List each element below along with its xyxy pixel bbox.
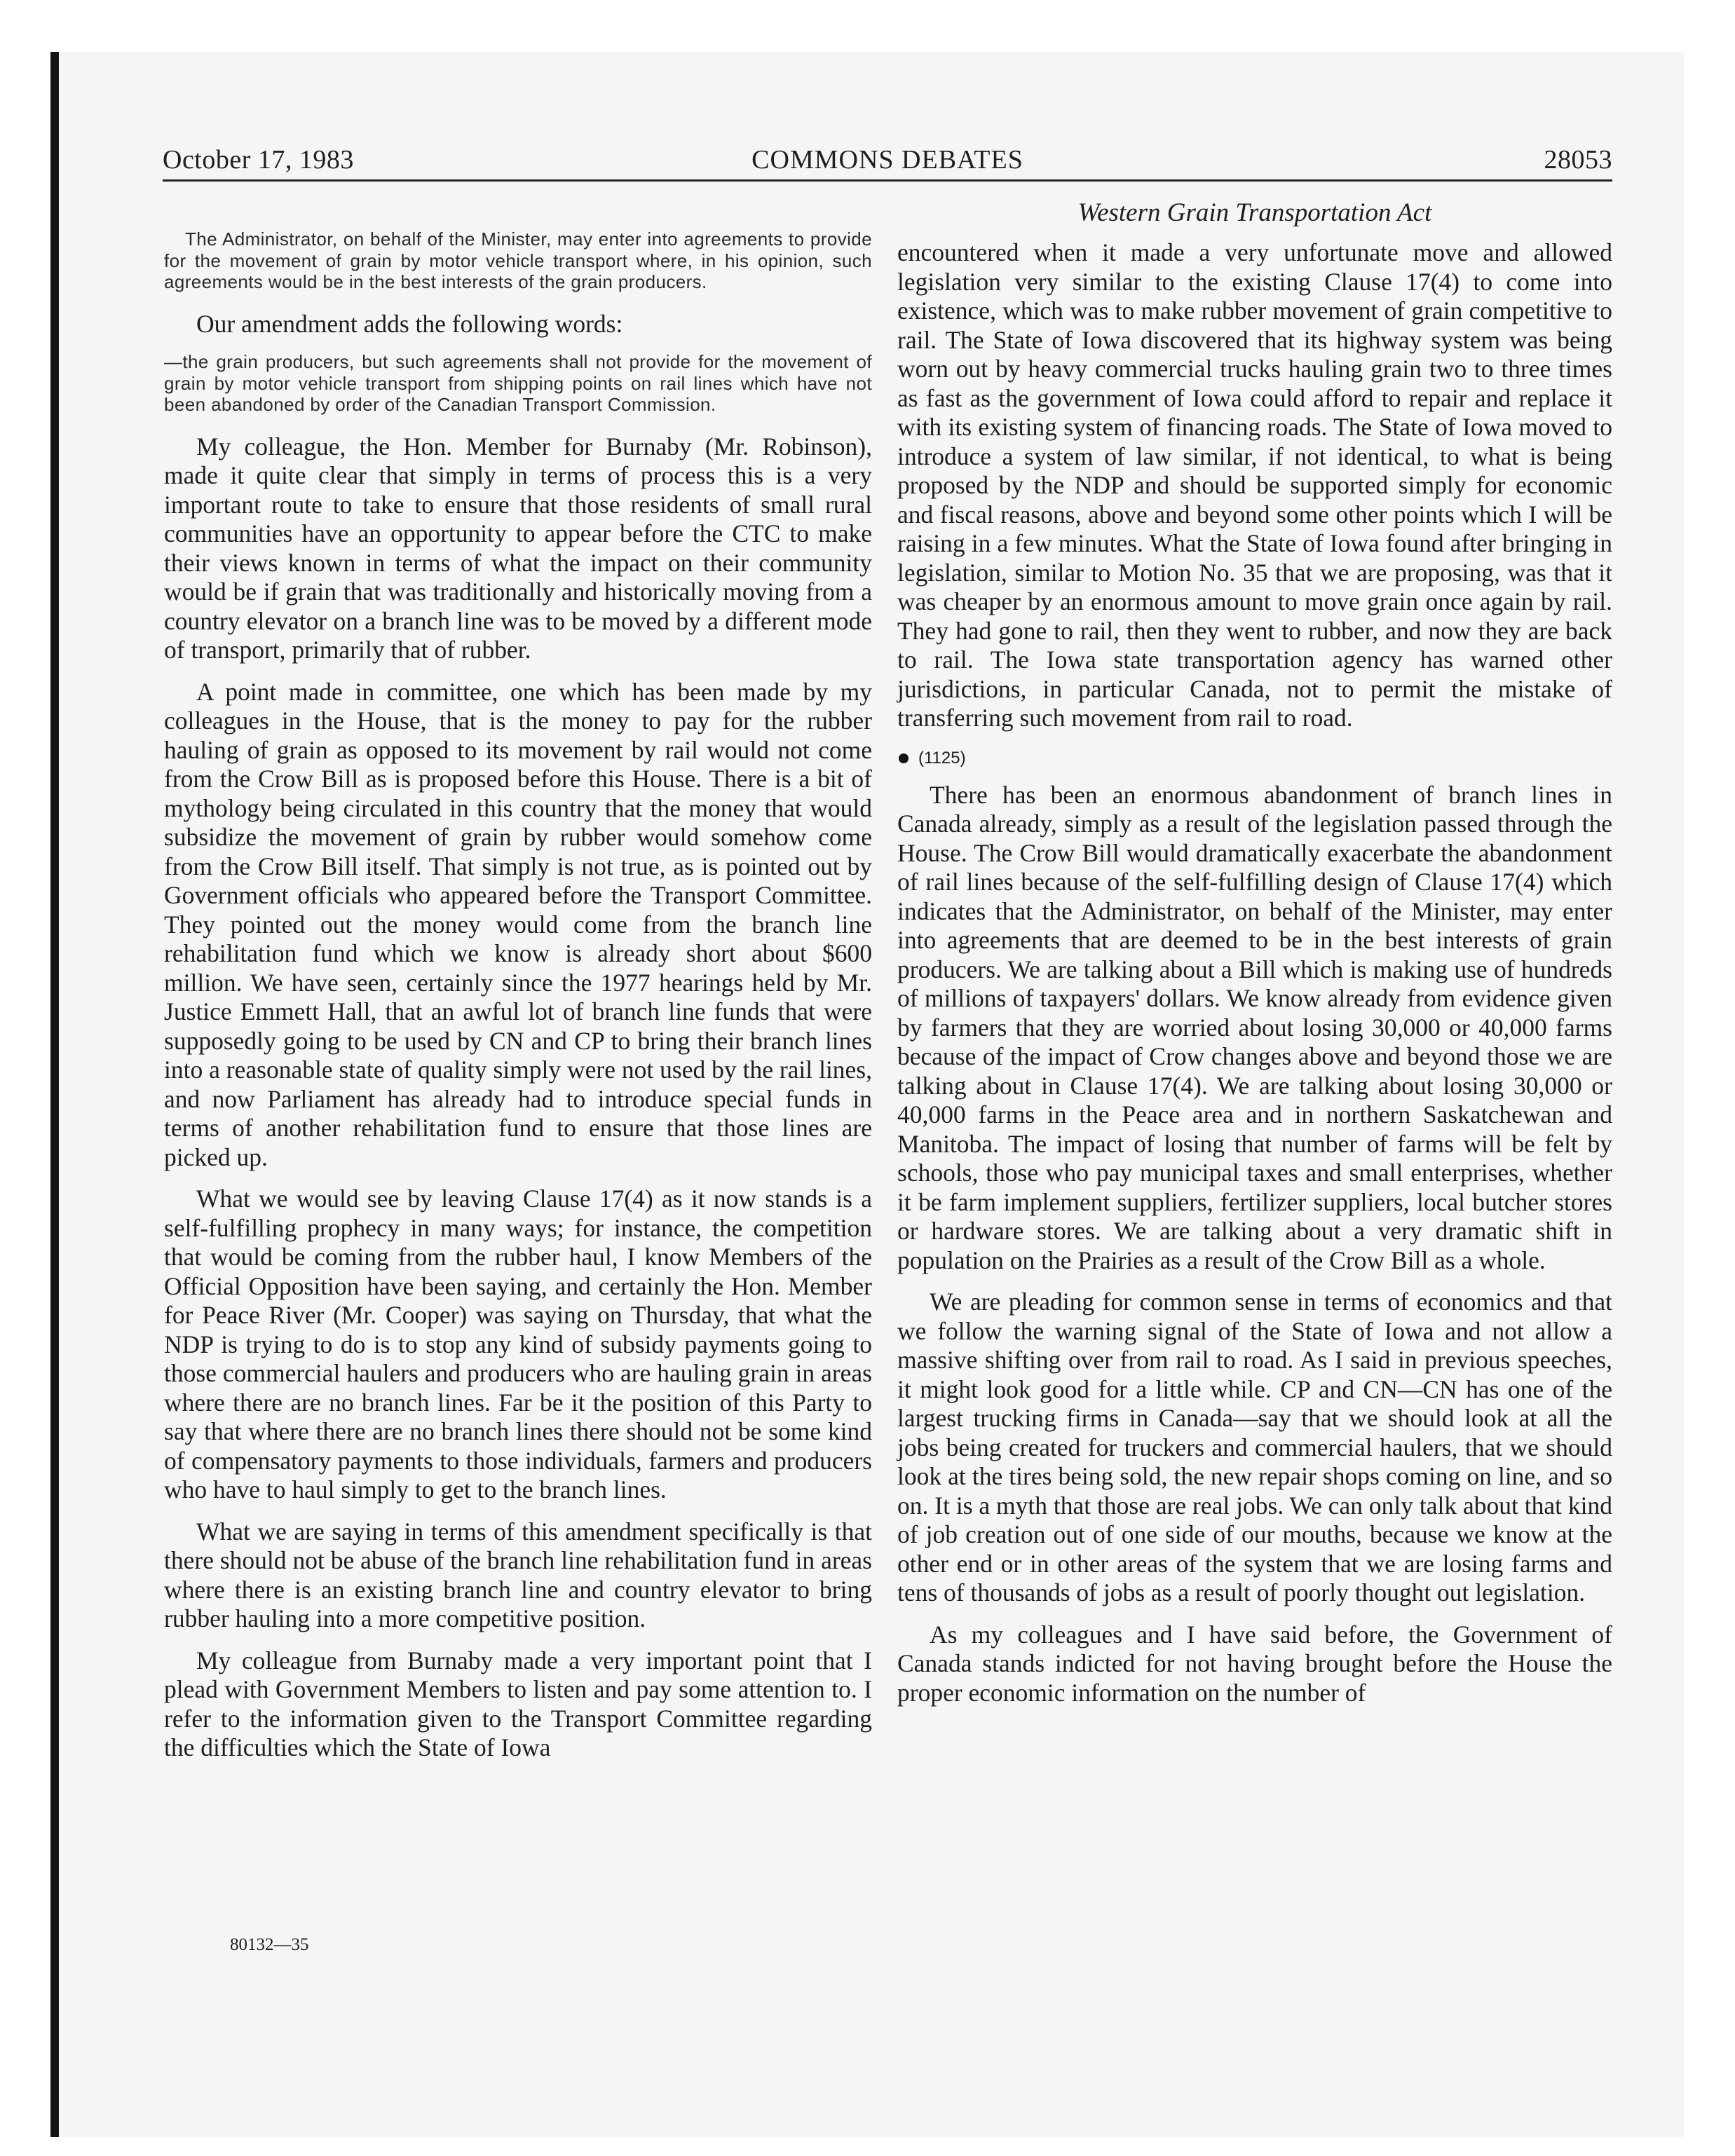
binding-edge [50,52,59,2137]
continued-paragraph: encountered when it made a very unfortunate move and allowed legislation very similar to the existing Clause 17(4) to come into existence, which was to make rubber movement of grain competitive to rail. The State of Iowa discovered that its highway system was being worn out by heavy commercial trucks hauling grain two to three times as fast as the government of Iowa could afford to repair and replace it with its existing system of financing roads. The State of Iowa moved to introduce a system of law similar, if not identical, to what is being proposed by the NDP and should be supported simply for economic and fiscal reasons, above and beyond some other points which I will be raising in a few minutes. What the State of Iowa found after bringing in legislation, similar to Motion No. 35 that we are proposing, was that it was cheaper by an enormous amount to move grain once again by rail. They had gone to rail, then they went to rubber, and now they are back to rail. The Iowa state transportation agency has warned other jurisdictions, in particular Canada, not to permit the mistake of transferring such movement from rail to road. [897,238,1612,732]
quoted-amendment: —the grain producers, but such agreements shall not provide for the movement of grain by motor vehicle transport from shipping points on rail lines which have not been abandoned by order of the Canadian Transport Commission. [164,351,872,415]
paragraph: There has been an enormous abandonment of branch lines in Canada already, simply as a result of the legislation passed through the House. The Crow Bill would dramatically exacerbate the abandonment of rail lines because of the self-fulfilling design of Clause 17(4) which indicates that the Administrator, on behalf of the Minister, may enter into agreements that are deemed to be in the best interests of grain producers. We are talking about a Bill which is making use of hundreds of millions of taxpayers' dollars. We know already from evidence given by farmers that they are worried about losing 30,000 or 40,000 farms because of the impact of Crow changes above and beyond those we are talking about in Clause 17(4). We are talking about losing 30,000 or 40,000 farms in the Peace area and in northern Saskatchewan and Manitoba. The impact of losing that number of farms will be felt by schools, those who pay municipal taxes and small enterprises, whether it be farm implement suppliers, fertilizer suppliers, local butcher stores or hardware stores. We are talking about a very dramatic shift in population on the Prairies as a result of the Crow Bill as a whole. [897,780,1612,1274]
bullet-icon [899,753,909,763]
paragraph: My colleague, the Hon. Member for Burnaby (Mr. Robinson), made it quite clear that simply in terms of process this is a very important route to take to ensure that those residents of small rural communities have an opportunity to appear before the CTC to make their views known in terms of what the impact on their community would be if grain that was traditionally and historically moving from a country elevator on a branch line was to be moved by a different mode of transport, primarily that of rubber. [164,432,872,664]
header-rule [163,179,1612,182]
quoted-clause: The Administrator, on behalf of the Minister, may enter into agreements to provide for the movement of grain by motor vehicle transport where, in his opinion, such agreements would be in the best interests of the grain producers. [164,228,872,292]
left-column [164,228,872,1763]
header-page-number: 28053 [1544,145,1612,175]
timestamp-marker [899,746,1612,771]
timestamp-text: (1125) [918,748,966,767]
footer-code: 80132—35 [230,1935,309,1954]
running-head: Western Grain Transportation Act [1077,198,1432,227]
paragraph: A point made in committee, one which has been made by my colleagues in the House, that is the money to pay for the rubber hauling of grain as opposed to its movement by rail would not come from the Crow Bill as is proposed before this House. There is a bit of mythology being circulated in this country that the money that would subsidize the movement of grain by rubber would somehow come from the Crow Bill itself. That simply is not true, as is pointed out by Government officials who appeared before the Transport Committee. They pointed out the money would come from the branch line rehabilitation fund which we know is already short about $600 million. We have seen, certainly since the 1977 hearings held by Mr. Justice Emmett Hall, that an awful lot of branch line funds that were supposedly going to be used by CN and CP to bring their branch lines into a reasonable state of quality simply were not used by the rail lines, and now Parliament has already had to introduce special funds in terms of another rehabilitation fund to ensure that those lines are picked up. [164,677,872,1171]
amendment-intro: Our amendment adds the following words: [196,309,623,338]
paragraph: We are pleading for common sense in terms of economics and that we follow the warning signal of the State of Iowa and not allow a massive shifting over from rail to road. As I said in previous speeches, it might look good for a little while. CP and CN—CN has one of the largest trucking firms in Canada—say that we should look at all the jobs being created for truckers and commercial haulers, that we should look at the tires being sold, the new repair shops coming on line, and so on. It is a myth that those are real jobs. We can only talk about that kind of job creation out of one side of our mouths, because we know at the other end or in other areas of the system that we are losing farms and tens of thousands of jobs as a result of poorly thought out legislation. [897,1288,1612,1606]
page-header [163,142,1612,178]
paragraph: What we are saying in terms of this amendment specifically is that there should not be abuse of the branch line rehabilitation fund in areas where there is an existing branch line and country elevator to bring rubber hauling into a more competitive position. [164,1517,872,1632]
header-title: COMMONS DEBATES [751,145,1023,175]
header-date: October 17, 1983 [163,145,354,175]
paragraph: What we would see by leaving Clause 17(4) as it now stands is a self-fulfilling prophecy in many ways; for instance, the competition that would be coming from the rubber haul, I know Members of the Official Opposition have been saying, and certainly the Hon. Member for Peace River (Mr. Cooper) was saying on Thursday, that what the NDP is trying to do is to stop any kind of subsidy payments going to those commercial haulers and producers who are hauling grain in areas where there are no branch lines. Far be it the position of this Party to say that where there are no branch lines there should not be some kind of compensatory payments to those individuals, farmers and producers who have to haul simply to get to the branch lines. [164,1185,872,1503]
paragraph: My colleague from Burnaby made a very important point that I plead with Government Members to listen and pay some attention to. I refer to the information given to the Transport Committee regarding the difficulties which the State of Iowa [164,1646,872,1761]
paragraph: As my colleagues and I have said before, the Government of Canada stands indicted for not having brought before the House the proper economic information on the number of [897,1620,1612,1707]
right-column [897,198,1612,1707]
